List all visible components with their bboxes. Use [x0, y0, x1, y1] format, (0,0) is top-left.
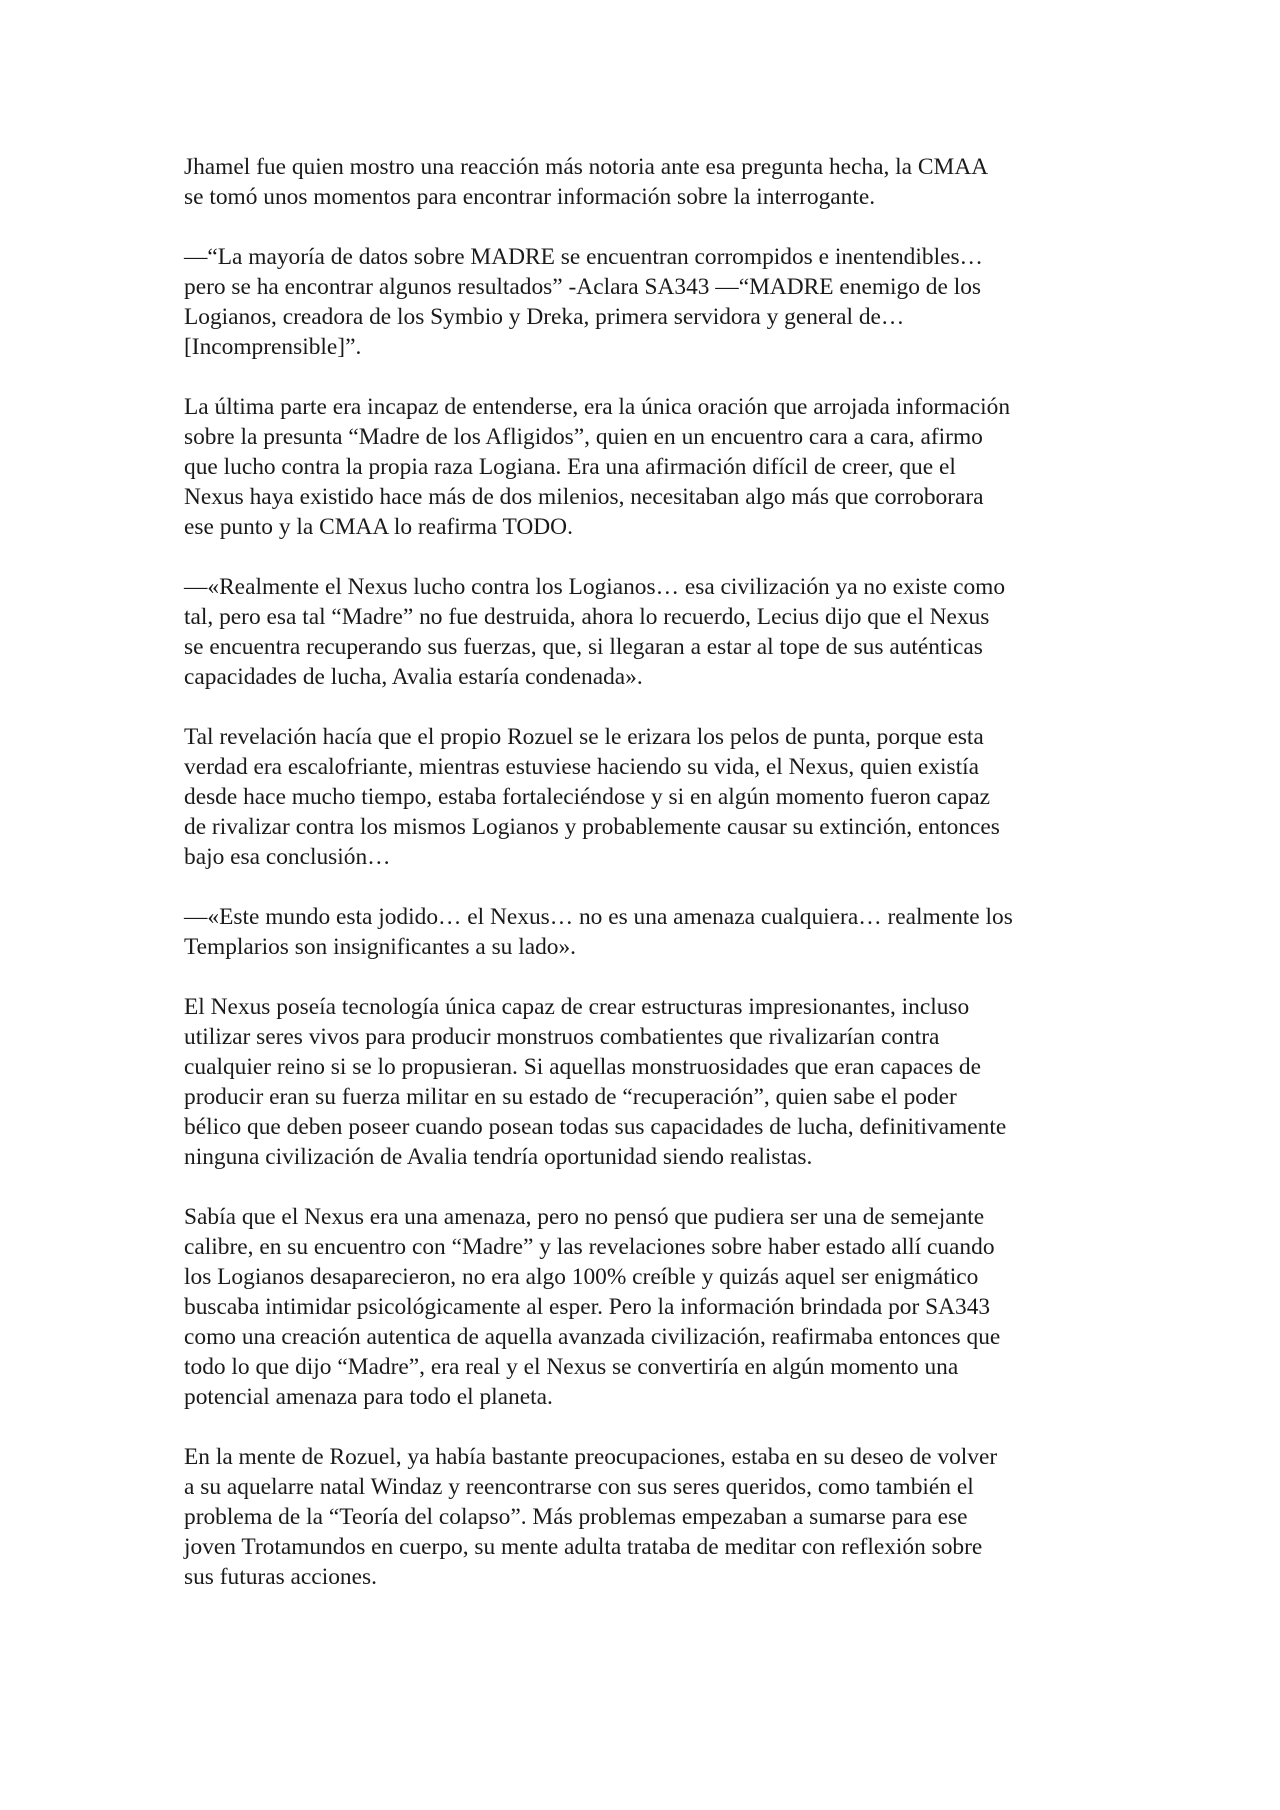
paragraph: Jhamel fue quien mostro una reacción más notoria ante esa pregunta hecha, la CMAA se tomó unos momentos para encontrar información sobre la interrogante. — [184, 154, 989, 210]
paragraph: —«Este mundo esta jodido… el Nexus… no es una amenaza cualquiera… realmente los Templarios son insignificantes a su lado». — [184, 904, 1013, 960]
paragraph: Sabía que el Nexus era una amenaza, pero no pensó que pudiera ser una de semejante calibre, en su encuentro con “Madre” y las revelaciones sobre haber estado allí cuando los Logianos desaparecieron, no era algo 100% creíble y quizás aquel ser enigmático buscaba intimidar psicológicamente al esper. Pero la información brindada por SA343 como una creación autentica de aquella avanzada civilización, reafirmaba entonces que todo lo que dijo “Madre”, era real y el Nexus se convertiría en algún momento una potencial amenaza para todo el planeta. — [184, 1204, 1001, 1410]
document-body — [184, 152, 1114, 1622]
paragraph: En la mente de Rozuel, ya había bastante preocupaciones, estaba en su deseo de volver a su aquelarre natal Windaz y reencontrarse con sus seres queridos, como también el problema de la “Teoría del colapso”. Más problemas empezaban a sumarse para ese joven Trotamundos en cuerpo, su mente adulta trataba de meditar con reflexión sobre sus futuras acciones. — [184, 1444, 998, 1590]
paragraph: Tal revelación hacía que el propio Rozuel se le erizara los pelos de punta, porque esta verdad era escalofriante, mientras estuviese haciendo su vida, el Nexus, quien existía desde hace mucho tiempo, estaba fortaleciéndose y si en algún momento fueron capaz de rivalizar contra los mismos Logianos y probablemente causar su extinción, entonces bajo esa conclusión… — [184, 724, 1000, 870]
paragraph: La última parte era incapaz de entenderse, era la única oración que arrojada información sobre la presunta “Madre de los Afligidos”, quien en un encuentro cara a cara, afirmo que lucho contra la propia raza Logiana. Era una afirmación difícil de creer, que el Nexus haya existido hace más de dos milenios, necesitaban algo más que corroborara ese punto y la CMAA lo reafirma TODO. — [184, 394, 1011, 540]
paragraph: El Nexus poseía tecnología única capaz de crear estructuras impresionantes, incluso utilizar seres vivos para producir monstruos combatientes que rivalizarían contra cualquier reino si se lo propusieran. Si aquellas monstruosidades que eran capaces de producir eran su fuerza militar en su estado de “recuperación”, quien sabe el poder bélico que deben poseer cuando posean todas sus capacidades de lucha, definitivamente ninguna civilización de Avalia tendría oportunidad siendo realistas. — [184, 994, 1007, 1170]
paragraph: —“La mayoría de datos sobre MADRE se encuentran corrompidos e inentendibles… pero se ha encontrar algunos resultados” -Aclara SA343 —“MADRE enemigo de los Logianos, creadora de los Symbio y Dreka, primera servidora y general de… [Incomprensible]”. — [184, 244, 983, 360]
paragraph: —«Realmente el Nexus lucho contra los Logianos… esa civilización ya no existe como tal, pero esa tal “Madre” no fue destruida, ahora lo recuerdo, Lecius dijo que el Nexus se encuentra recuperando sus fuerzas, que, si llegaran a estar al tope de sus auténticas capacidades de lucha, Avalia estaría condenada». — [184, 574, 1006, 690]
